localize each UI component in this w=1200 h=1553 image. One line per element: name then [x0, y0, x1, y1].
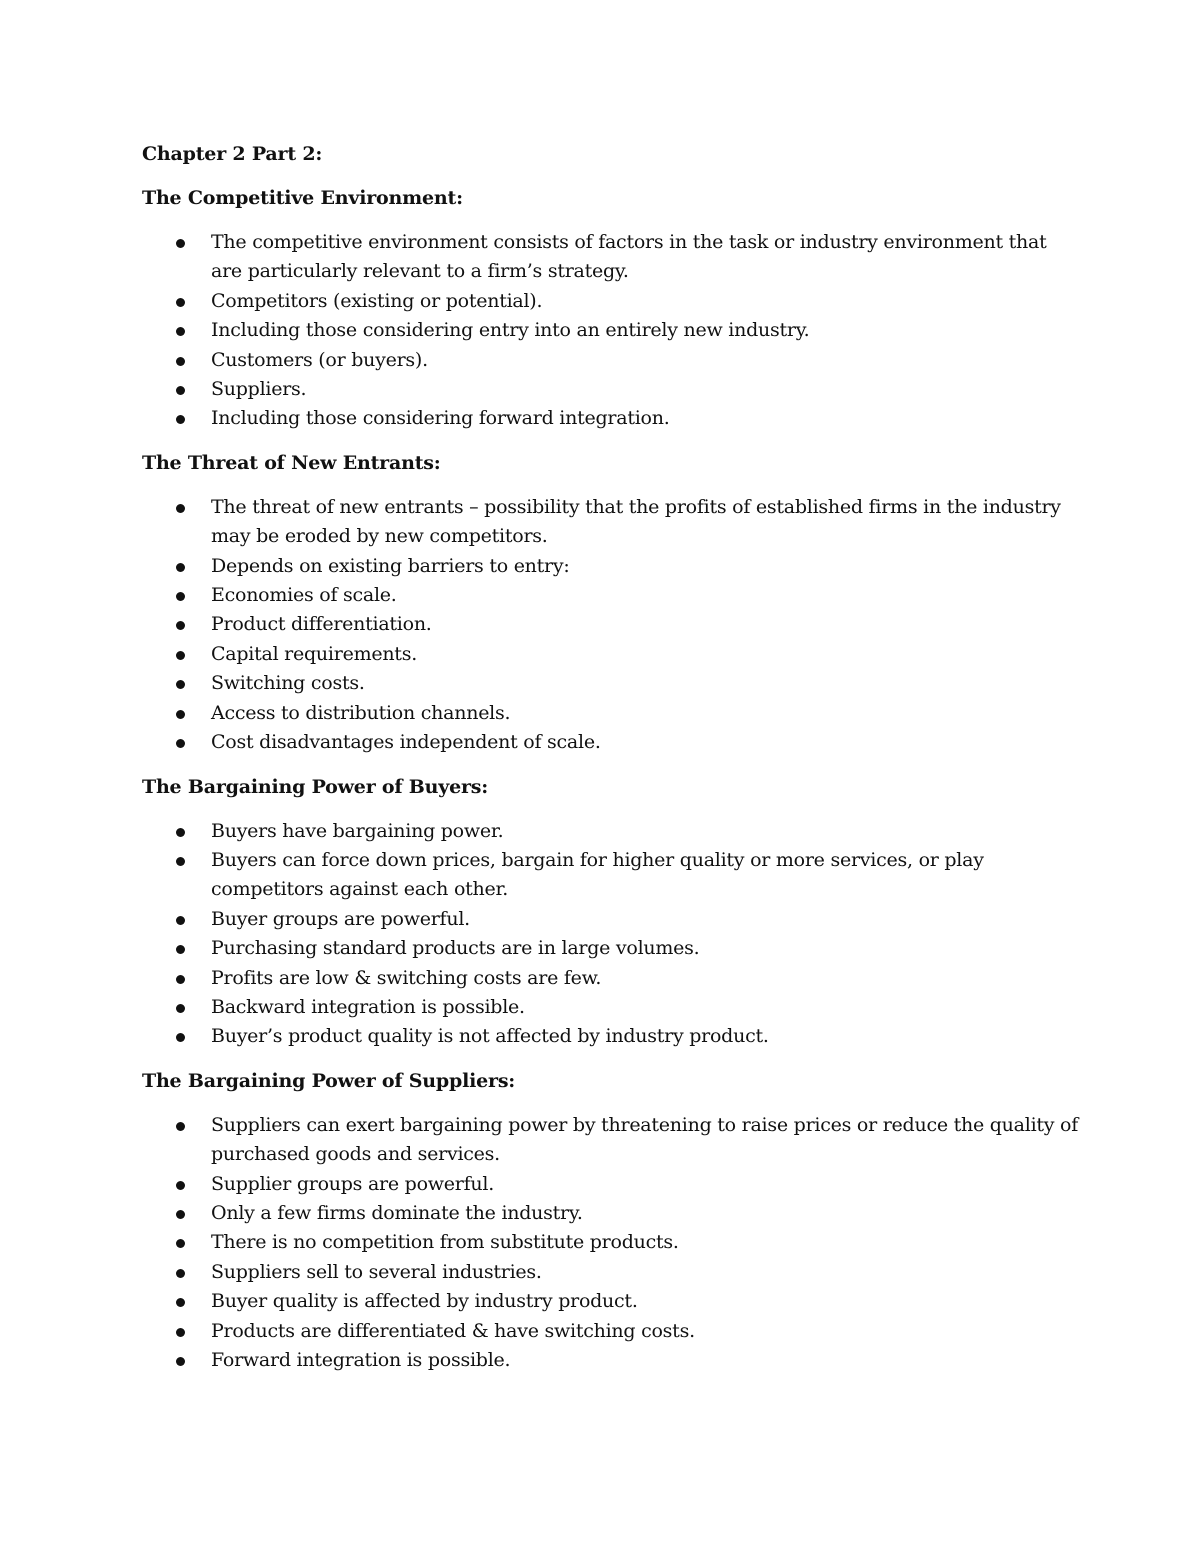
document-page — [142, 140, 1082, 1390]
list-item: Supplier groups are powerful. — [142, 1170, 1082, 1199]
list-item: Capital requirements. — [142, 640, 1082, 669]
list-item: Switching costs. — [142, 669, 1082, 698]
list-item: Suppliers sell to several industries. — [142, 1258, 1082, 1287]
list-item: Depends on existing barriers to entry: — [142, 552, 1082, 581]
bullet-list — [142, 1111, 1082, 1376]
list-item: Including those considering entry into an entirely new industry. — [142, 316, 1082, 345]
list-item: Economies of scale. — [142, 581, 1082, 610]
list-item: Buyer quality is affected by industry product. — [142, 1287, 1082, 1316]
section-bargaining-power-of-suppliers — [142, 1067, 1082, 1376]
list-item: Competitors (existing or potential). — [142, 287, 1082, 316]
section-heading: The Bargaining Power of Suppliers: — [142, 1069, 516, 1092]
list-item: Backward integration is possible. — [142, 993, 1082, 1022]
page-title: Chapter 2 Part 2: — [142, 143, 323, 165]
list-item: Buyers can force down prices, bargain for higher quality or more services, or play competitors against each other. — [142, 846, 1082, 905]
list-item: Products are differentiated & have switching costs. — [142, 1317, 1082, 1346]
bullet-list — [142, 817, 1082, 1052]
list-item: Purchasing standard products are in large volumes. — [142, 934, 1082, 963]
list-item: Customers (or buyers). — [142, 346, 1082, 375]
list-item: Profits are low & switching costs are few. — [142, 964, 1082, 993]
list-item: Including those considering forward integration. — [142, 404, 1082, 433]
list-item: Product differentiation. — [142, 610, 1082, 639]
section-heading: The Competitive Environment: — [142, 187, 463, 209]
list-item: Suppliers. — [142, 375, 1082, 404]
list-item: Access to distribution channels. — [142, 699, 1082, 728]
list-item: The threat of new entrants – possibility that the profits of established firms in the industry may be eroded by new competitors. — [142, 493, 1082, 552]
list-item: Buyers have bargaining power. — [142, 817, 1082, 846]
section-heading: The Threat of New Entrants: — [142, 451, 441, 474]
bullet-list — [142, 228, 1082, 434]
list-item: Only a few firms dominate the industry. — [142, 1199, 1082, 1228]
section-bargaining-power-of-buyers — [142, 773, 1082, 1052]
list-item: Forward integration is possible. — [142, 1346, 1082, 1375]
section-competitive-environment — [142, 184, 1082, 434]
list-item: The competitive environment consists of factors in the task or industry environment that are particularly relevant to a firm’s strategy. — [142, 228, 1082, 287]
list-item: Buyer groups are powerful. — [142, 905, 1082, 934]
list-item: Cost disadvantages independent of scale. — [142, 728, 1082, 757]
list-item: Suppliers can exert bargaining power by threatening to raise prices or reduce the quality of purchased goods and services. — [142, 1111, 1082, 1170]
section-heading: The Bargaining Power of Buyers: — [142, 775, 489, 798]
section-threat-of-new-entrants — [142, 449, 1082, 758]
list-item: There is no competition from substitute products. — [142, 1228, 1082, 1257]
bullet-list — [142, 493, 1082, 758]
list-item: Buyer’s product quality is not affected by industry product. — [142, 1022, 1082, 1051]
